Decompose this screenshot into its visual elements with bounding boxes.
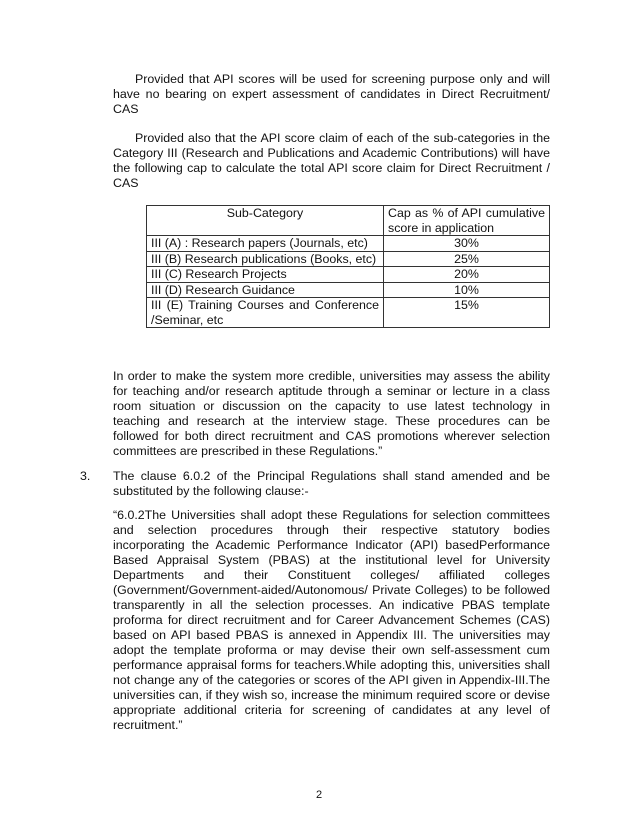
cell-sub-category: III (A) : Research papers (Journals, etc) (147, 236, 384, 252)
cell-cap: 30% (384, 236, 550, 252)
table-row (147, 251, 550, 267)
cell-cap: 15% (384, 298, 550, 328)
cell-sub-category: III (C) Research Projects (147, 267, 384, 283)
cell-cap: 25% (384, 251, 550, 267)
table-row (147, 298, 550, 328)
cell-sub-category: III (D) Research Guidance (147, 282, 384, 298)
table-header-row (147, 206, 550, 236)
paragraph-api-screening: Provided that API scores will be used for screening purpose only and will have no bearing on expert assessment of candidates in Direct Recruitment/ CAS (113, 72, 550, 116)
paragraph-api-cap: Provided also that the API score claim of each of the sub-categories in the Category III (Research and Publications and Academic Contributions) will have the following cap to calculate the total API score claim for Direct Recruitment / CAS (113, 131, 550, 190)
sub-category-cap-table (146, 205, 550, 328)
header-cap: Cap as % of API cumulative score in application (384, 206, 550, 236)
cell-cap: 20% (384, 267, 550, 283)
cell-cap: 10% (384, 282, 550, 298)
paragraph-clause-amendment: The clause 6.0.2 of the Principal Regulations shall stand amended and be substituted by the following clause:- (113, 469, 550, 498)
quoted-clause-6-0-2: “6.0.2The Universities shall adopt these Regulations for selection committees and selection procedures through their respective statutory bodies incorporating the Academic Performance Indicator (API) basedPerformance Based Appraisal System (PBAS) at the institutional level for University Departments and their Constituent colleges/ affiliated colleges (Government/Government-aided/Autonomous/ Private Colleges) to be followed transparently in all the selection processes. An indicative PBAS template proforma for direct recruitment and for Career Advancement Schemes (CAS) based on API based PBAS is annexed in Appendix III. The universities may adopt the template proforma or may devise their own self-assessment cum performance appraisal forms for teachers.While adopting this, universities shall not change any of the categories or scores of the API given in Appendix-III.The universities can, if they wish so, increase the minimum required score or devise appropriate additional criteria for screening of candidates at any level of recruitment.” (113, 508, 550, 732)
paragraph-credibility: In order to make the system more credible, universities may assess the ability for teaching and/or research aptitude through a seminar or lecture in a class room situation or discussion on the capacity to use latest technology in teaching and research at the interview stage. These procedures can be followed for both direct recruitment and CAS promotions wherever selection committees are prescribed in these Regulations.” (113, 369, 550, 458)
table-row (147, 282, 550, 298)
item-number: 3. (80, 469, 91, 483)
cell-sub-category: III (B) Research publications (Books, etc) (147, 251, 384, 267)
header-sub-category: Sub-Category (147, 206, 384, 236)
cell-sub-category: III (E) Training Courses and Conference /Seminar, etc (147, 298, 384, 328)
table-row (147, 236, 550, 252)
page-number: 2 (315, 789, 323, 801)
table-row (147, 267, 550, 283)
